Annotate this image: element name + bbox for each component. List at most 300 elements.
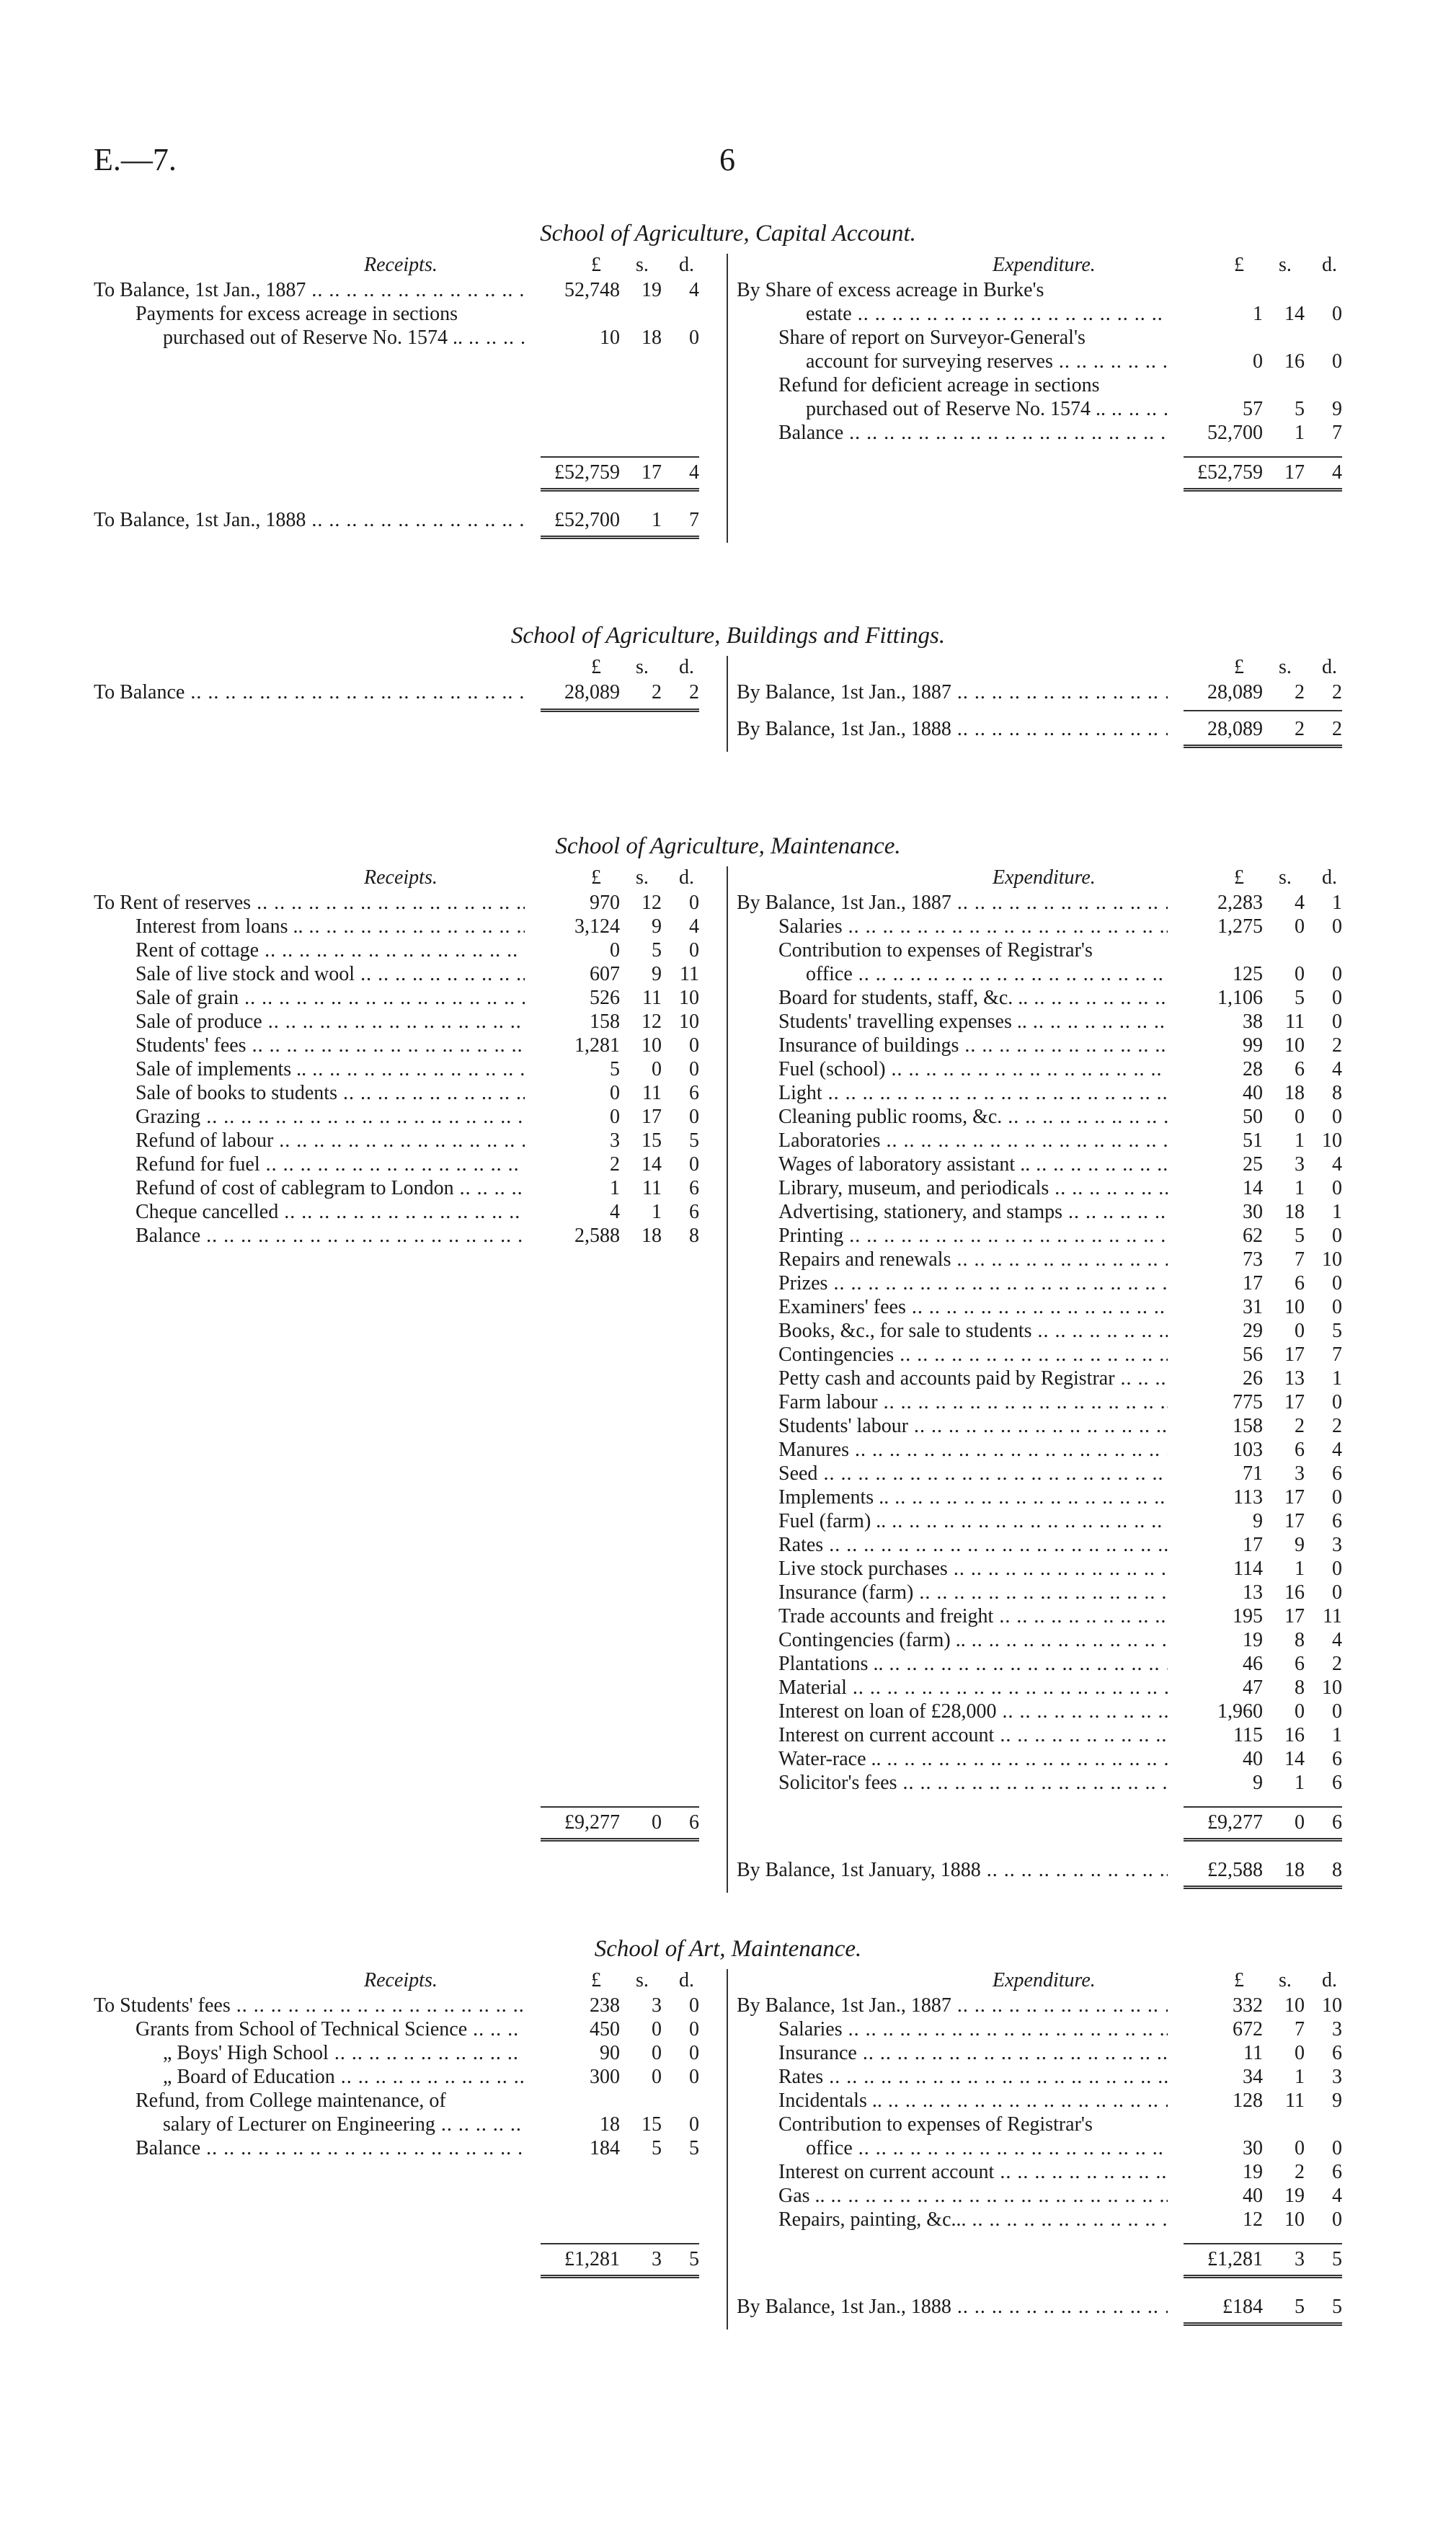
receipts-amount-pence: 4 — [689, 279, 699, 301]
expenditure-entry-row — [737, 1533, 1362, 1557]
receipts-amount-pence: 10 — [679, 1011, 699, 1033]
expenditure-amount-pounds: 1,106 — [1217, 987, 1263, 1009]
receipts-amount-pence: 4 — [689, 915, 699, 938]
expenditure-entry-text: Petty cash and accounts paid by Registrar .. . — [778, 1367, 1168, 1390]
pounds-unit: £ — [591, 656, 601, 678]
expenditure-amount-pounds: 46 — [1243, 1653, 1263, 1675]
receipts-amount-shillings: 11 — [642, 1177, 662, 1199]
expenditure-amount-pence: 10 — [1322, 1994, 1342, 2017]
expenditure-amount-pounds: 672 — [1233, 2018, 1263, 2040]
expenditure-entry-row — [737, 1057, 1362, 1081]
expenditure-amount-pounds: 28,089 — [1207, 681, 1263, 703]
expenditure-amount-pounds: 28,089 — [1207, 718, 1263, 740]
expenditure-entry-row — [737, 938, 1362, 962]
receipts-balance-rule — [541, 709, 699, 712]
expenditure-amount-shillings: 2 — [1295, 681, 1305, 703]
expenditure-amount-shillings: 10 — [1284, 1296, 1305, 1318]
expenditure-entry-row — [737, 2136, 1362, 2160]
expenditure-closing-double-rule — [1184, 1886, 1342, 1889]
expenditure-entry-row — [737, 1438, 1362, 1462]
expenditure-amount-shillings: 9 — [1295, 1534, 1305, 1556]
expenditure-entry-row — [737, 421, 1362, 445]
pounds-unit: £ — [1234, 1969, 1244, 1991]
expenditure-amount-pounds: 40 — [1243, 2185, 1263, 2207]
expenditure-entry-row — [737, 1462, 1362, 1485]
receipts-amount-pence: 0 — [689, 939, 699, 961]
expenditure-amount-pounds: 73 — [1243, 1248, 1263, 1271]
receipts-amount-pounds: 184 — [590, 2137, 620, 2159]
expenditure-amount-shillings: 1 — [1295, 1129, 1305, 1152]
expenditure-amount-pounds: 158 — [1233, 1415, 1263, 1437]
expenditure-total-pounds: £9,277 — [1207, 1811, 1263, 1834]
expenditure-amount-pounds: 1,960 — [1217, 1700, 1263, 1723]
receipts-amount-pounds: 3,124 — [574, 915, 620, 938]
expenditure-entry-text: By Balance, 1st January, 1888 .. . — [737, 1858, 1168, 1882]
expenditure-amount-pence: 1 — [1332, 1201, 1342, 1223]
expenditure-amount-shillings: 8 — [1295, 1676, 1305, 1699]
receipts-amount-pence: 0 — [689, 2018, 699, 2040]
receipts-entry-text: Grants from School of Technical Science .. . — [136, 2017, 525, 2041]
expenditure-entry-text: Seed .. . — [778, 1462, 1168, 1485]
receipts-amount-pounds: 450 — [590, 2018, 620, 2040]
expenditure-entry-text: Repairs, painting, &c... .. . — [778, 2208, 1168, 2231]
expenditure-amount-shillings: 5 — [1295, 1225, 1305, 1247]
expenditure-entry-text: Salaries .. . — [778, 915, 1168, 938]
shillings-unit: s. — [636, 656, 649, 678]
expenditure-total-pence: 4 — [1332, 461, 1342, 484]
expenditure-amount-shillings: 7 — [1295, 2018, 1305, 2040]
expenditure-amount-shillings: 18 — [1284, 1859, 1305, 1881]
expenditure-entry-row — [737, 2065, 1362, 2089]
expenditure-amount-pence: 0 — [1332, 1177, 1342, 1199]
expenditure-entry-row — [737, 1858, 1362, 1882]
expenditure-entry-text: By Balance, 1st Jan., 1888 .. . — [737, 2295, 1168, 2319]
receipts-entry-text: Sale of produce .. . — [136, 1010, 525, 1034]
expenditure-entry-row — [737, 1176, 1362, 1200]
expenditure-entry-row — [737, 302, 1362, 326]
receipts-amount-shillings: 15 — [642, 2113, 662, 2136]
expenditure-entry-row — [737, 2113, 1362, 2136]
receipts-amount-pounds: 5 — [610, 1058, 620, 1080]
expenditure-amount-pence: 0 — [1332, 1391, 1342, 1413]
expenditure-entry-row — [737, 717, 1362, 741]
expenditure-amount-pence: 10 — [1322, 1129, 1342, 1152]
receipts-entry-text: „ Board of Education .. . — [163, 2065, 525, 2089]
expenditure-amount-shillings: 16 — [1284, 350, 1305, 373]
expenditure-amount-pounds: £184 — [1222, 2296, 1263, 2318]
expenditure-amount-pence: 4 — [1332, 1153, 1342, 1176]
expenditure-amount-pence: 4 — [1332, 1439, 1342, 1461]
receipts-amount-shillings: 11 — [642, 1082, 662, 1104]
receipts-amount-pounds: 1 — [610, 1177, 620, 1199]
expenditure-entry-row — [737, 1105, 1362, 1129]
expenditure-amount-pounds: 332 — [1233, 1994, 1263, 2017]
receipts-entry-row — [94, 1057, 719, 1081]
receipts-amount-pence: 0 — [689, 1058, 699, 1080]
receipts-amount-pounds: 607 — [590, 963, 620, 985]
expenditure-amount-pounds: 34 — [1243, 2066, 1263, 2088]
receipts-amount-shillings: 0 — [652, 2018, 662, 2040]
expenditure-entry-row — [737, 891, 1362, 915]
receipts-amount-pounds: £52,700 — [554, 509, 620, 531]
expenditure-entry-row — [737, 2041, 1362, 2065]
expenditure-amount-pence: 0 — [1332, 2208, 1342, 2231]
receipts-amount-pounds: 970 — [590, 892, 620, 914]
expenditure-amount-pence: 4 — [1332, 1629, 1342, 1651]
receipts-entry-row — [94, 962, 719, 986]
expenditure-entry-text: Printing .. . — [778, 1224, 1168, 1248]
expenditure-amount-pence: 10 — [1322, 1676, 1342, 1699]
expenditure-amount-pence: 6 — [1332, 1748, 1342, 1770]
expenditure-entry-row — [737, 278, 1362, 302]
shillings-unit: s. — [1279, 1969, 1292, 1991]
pounds-unit: £ — [591, 254, 601, 276]
expenditure-amount-pounds: 103 — [1233, 1439, 1263, 1461]
receipts-amount-pence: 2 — [689, 681, 699, 703]
receipts-column — [94, 656, 719, 752]
receipts-amount-pounds: 0 — [610, 1082, 620, 1104]
shillings-unit: s. — [636, 254, 649, 276]
expenditure-entry-text: Interest on loan of £28,000 .. . — [778, 1700, 1168, 1723]
expenditure-amount-shillings: 18 — [1284, 1201, 1305, 1223]
expenditure-amount-shillings: 14 — [1284, 303, 1305, 325]
receipts-entry-row — [94, 508, 719, 532]
expenditure-amount-pence: 2 — [1332, 1653, 1342, 1675]
expenditure-amount-shillings: 6 — [1295, 1272, 1305, 1294]
expenditure-amount-pounds: 31 — [1243, 1296, 1263, 1318]
expenditure-entry-row — [737, 915, 1362, 938]
receipts-amount-pounds: 28,089 — [564, 681, 620, 703]
expenditure-amount-pence: 6 — [1332, 1510, 1342, 1532]
expenditure-entry-text: account for surveying reserves .. . — [806, 350, 1168, 373]
receipts-entry-row — [94, 1081, 719, 1105]
receipts-entry-text: Grazing .. . — [136, 1105, 525, 1129]
ledger-table — [94, 656, 1362, 752]
receipts-amount-pounds: 238 — [590, 1994, 620, 2017]
receipts-entry-text: salary of Lecturer on Engineering .. . — [163, 2113, 525, 2136]
expenditure-amount-shillings: 2 — [1295, 2161, 1305, 2183]
expenditure-total-pounds: £52,759 — [1197, 461, 1263, 484]
expenditure-amount-pounds: 26 — [1243, 1367, 1263, 1390]
expenditure-entry-text: Plantations .. .. . — [778, 1652, 1168, 1676]
receipts-amount-pence: 0 — [689, 327, 699, 349]
expenditure-entry-text: Gas .. .. . — [778, 2184, 1168, 2208]
expenditure-entry-text: Repairs and renewals .. . — [778, 1248, 1168, 1271]
receipts-amount-shillings: 18 — [642, 1225, 662, 1247]
receipts-column — [94, 254, 719, 543]
expenditure-amount-pence: 1 — [1332, 892, 1342, 914]
receipts-amount-pence: 6 — [689, 1201, 699, 1223]
expenditure-entry-row — [737, 2208, 1362, 2231]
expenditure-amount-shillings: 1 — [1295, 422, 1305, 444]
section-title: School of Art, Maintenance. — [594, 1936, 862, 1962]
expenditure-entry-row — [737, 2160, 1362, 2184]
expenditure-entry-text: Implements .. .. . — [778, 1485, 1168, 1509]
expenditure-entry-text: Incidentals .. .. . — [778, 2089, 1168, 2113]
receipts-entry-text: To Students' fees .. . — [94, 1994, 525, 2017]
expenditure-amount-pounds: 1 — [1253, 303, 1263, 325]
expenditure-amount-shillings: 3 — [1295, 1153, 1305, 1176]
expenditure-balance-rule — [1184, 710, 1342, 711]
receipts-entry-text: Cheque cancelled .. . — [136, 1200, 525, 1224]
expenditure-total-row — [737, 461, 1362, 484]
expenditure-amount-shillings: 5 — [1295, 987, 1305, 1009]
expenditure-entry-row — [737, 1676, 1362, 1700]
receipts-header-label: Receipts. — [364, 1969, 438, 1991]
receipts-amount-pounds: 3 — [610, 1129, 620, 1152]
expenditure-amount-pence: 11 — [1323, 1605, 1342, 1627]
receipts-amount-pounds: 526 — [590, 987, 620, 1009]
receipts-entry-row — [94, 1152, 719, 1176]
expenditure-amount-shillings: 0 — [1295, 1106, 1305, 1128]
expenditure-entry-row — [737, 1771, 1362, 1795]
receipts-entry-row — [94, 891, 719, 915]
receipts-entry-row — [94, 680, 719, 704]
pence-unit: d. — [1322, 656, 1337, 678]
expenditure-entry-row — [737, 1557, 1362, 1581]
receipts-amount-shillings: 10 — [642, 1034, 662, 1057]
expenditure-amount-shillings: 0 — [1295, 2137, 1305, 2159]
receipts-amount-pence: 7 — [689, 509, 699, 531]
expenditure-amount-pounds: 17 — [1243, 1272, 1263, 1294]
expenditure-amount-pence: 2 — [1332, 681, 1342, 703]
expenditure-entry-text: Refund for deficient acreage in sections — [778, 374, 1100, 396]
expenditure-amount-pounds: 13 — [1243, 1581, 1263, 1604]
receipts-total-pounds: £9,277 — [564, 1811, 620, 1834]
expenditure-entry-text: Rates .. . — [778, 2065, 1168, 2089]
receipts-entry-text: Payments for excess acreage in sections — [136, 303, 458, 325]
pence-unit: d. — [1322, 866, 1337, 889]
expenditure-entry-text: By Share of excess acreage in Burke's — [737, 279, 1044, 301]
shillings-unit: s. — [636, 1969, 649, 1991]
receipts-entry-row — [94, 2089, 719, 2113]
expenditure-amount-pence: 0 — [1332, 963, 1342, 985]
expenditure-entry-text: By Balance, 1st Jan., 1887 .. . — [737, 680, 1168, 704]
receipts-column-header — [94, 656, 719, 679]
receipts-amount-pence: 0 — [689, 2113, 699, 2136]
pounds-unit: £ — [1234, 866, 1244, 889]
expenditure-header-label: Expenditure. — [993, 254, 1096, 276]
expenditure-amount-pounds: 30 — [1243, 2137, 1263, 2159]
expenditure-column — [737, 656, 1362, 752]
expenditure-amount-pounds: 51 — [1243, 1129, 1263, 1152]
expenditure-amount-shillings: 10 — [1284, 1034, 1305, 1057]
expenditure-amount-shillings: 0 — [1295, 2042, 1305, 2064]
expenditure-amount-pence: 0 — [1332, 1106, 1342, 1128]
receipts-amount-pounds: 0 — [610, 939, 620, 961]
receipts-total-double-rule — [541, 2275, 699, 2278]
receipts-amount-shillings: 11 — [642, 987, 662, 1009]
receipts-total-double-rule — [541, 488, 699, 492]
receipts-entry-text: Sale of live stock and wool .. . — [136, 962, 525, 986]
expenditure-amount-shillings: 17 — [1284, 1486, 1305, 1509]
expenditure-amount-shillings: 8 — [1295, 1629, 1305, 1651]
expenditure-amount-shillings: 17 — [1284, 1391, 1305, 1413]
expenditure-amount-shillings: 2 — [1295, 718, 1305, 740]
receipts-entry-text: Interest from loans .. .. . — [136, 915, 525, 938]
receipts-amount-pence: 0 — [689, 1034, 699, 1057]
expenditure-entry-text: By Balance, 1st Jan., 1888 .. . — [737, 717, 1168, 741]
column-divider — [727, 656, 728, 752]
expenditure-total-rule — [1184, 456, 1342, 458]
receipts-entry-text: To Balance, 1st Jan., 1888 .. . — [94, 508, 525, 532]
expenditure-amount-pence: 3 — [1332, 2018, 1342, 2040]
receipts-amount-pounds: 4 — [610, 1201, 620, 1223]
expenditure-amount-shillings: 11 — [1285, 2089, 1305, 2112]
expenditure-amount-pounds: 195 — [1233, 1605, 1263, 1627]
expenditure-amount-shillings: 0 — [1295, 1320, 1305, 1342]
expenditure-amount-shillings: 3 — [1295, 1462, 1305, 1485]
expenditure-amount-pence: 1 — [1332, 1724, 1342, 1746]
expenditure-amount-pence: 6 — [1332, 1772, 1342, 1794]
receipts-entry-row — [94, 1994, 719, 2017]
receipts-entry-row — [94, 2113, 719, 2136]
expenditure-amount-pounds: 775 — [1233, 1391, 1263, 1413]
receipts-amount-pence: 0 — [689, 1153, 699, 1176]
expenditure-entry-row — [737, 1485, 1362, 1509]
receipts-entry-text: To Rent of reserves .. . — [94, 891, 525, 915]
receipts-amount-pounds: 2,588 — [574, 1225, 620, 1247]
expenditure-entry-row — [737, 1200, 1362, 1224]
expenditure-amount-shillings: 0 — [1295, 1700, 1305, 1723]
expenditure-amount-shillings: 5 — [1295, 2296, 1305, 2318]
expenditure-entry-row — [737, 2295, 1362, 2319]
expenditure-amount-pence: 0 — [1332, 1296, 1342, 1318]
expenditure-entry-text: Solicitor's fees .. . — [778, 1771, 1168, 1795]
pounds-unit: £ — [591, 866, 601, 889]
receipts-total-rule — [541, 2243, 699, 2244]
expenditure-column — [737, 254, 1362, 543]
expenditure-amount-pence: 0 — [1332, 1700, 1342, 1723]
receipts-amount-pence: 5 — [689, 1129, 699, 1152]
page-number: 6 — [719, 142, 735, 177]
expenditure-entry-row — [737, 397, 1362, 421]
receipts-entry-row — [94, 2065, 719, 2089]
expenditure-entry-text: Light .. . — [778, 1081, 1168, 1105]
section-title: School of Agriculture, Maintenance. — [555, 833, 901, 859]
column-divider — [727, 254, 728, 543]
pence-unit: d. — [679, 254, 694, 276]
expenditure-entry-row — [737, 1604, 1362, 1628]
receipts-entry-text: Refund of cost of cablegram to London .. . — [136, 1176, 525, 1200]
expenditure-amount-pounds: 19 — [1243, 1629, 1263, 1651]
expenditure-entry-text: By Balance, 1st Jan., 1887 .. . — [737, 891, 1168, 915]
receipts-column — [94, 1969, 719, 2329]
expenditure-amount-pounds: 38 — [1243, 1011, 1263, 1033]
receipts-entry-row — [94, 1034, 719, 1057]
ledger-table — [94, 1969, 1362, 2329]
expenditure-total-rule — [1184, 1806, 1342, 1808]
expenditure-amount-pence: 2 — [1332, 1415, 1342, 1437]
report-reference: E.—7. — [94, 142, 177, 177]
receipts-amount-shillings: 17 — [642, 1106, 662, 1128]
expenditure-entry-row — [737, 1723, 1362, 1747]
expenditure-amount-pence: 7 — [1332, 422, 1342, 444]
expenditure-amount-pounds: 40 — [1243, 1748, 1263, 1770]
expenditure-amount-shillings: 19 — [1284, 2185, 1305, 2207]
ledger-section — [94, 618, 1362, 752]
expenditure-entry-row — [737, 1343, 1362, 1367]
expenditure-entry-row — [737, 1224, 1362, 1248]
expenditure-entry-row — [737, 2089, 1362, 2113]
expenditure-total-shillings: 17 — [1284, 461, 1305, 484]
expenditure-entry-row — [737, 1129, 1362, 1152]
receipts-column-header — [94, 1969, 719, 1992]
receipts-amount-pounds: 10 — [600, 327, 620, 349]
expenditure-entry-row — [737, 373, 1362, 397]
receipts-amount-shillings: 9 — [652, 915, 662, 938]
expenditure-amount-pence: 4 — [1332, 1058, 1342, 1080]
receipts-amount-shillings: 14 — [642, 1153, 662, 1176]
expenditure-entry-text: Live stock purchases .. . — [778, 1557, 1168, 1581]
receipts-amount-pounds: 52,748 — [564, 279, 620, 301]
expenditure-entry-text: Rates .. . — [778, 1533, 1168, 1557]
receipts-amount-shillings: 0 — [652, 2042, 662, 2064]
expenditure-entry-text: Share of report on Surveyor-General's — [778, 327, 1086, 349]
receipts-entry-row — [94, 2136, 719, 2160]
expenditure-amount-pounds: 40 — [1243, 1082, 1263, 1104]
expenditure-column — [737, 1969, 1362, 2329]
expenditure-entry-text: Fuel (school) .. . — [778, 1057, 1168, 1081]
pence-unit: d. — [1322, 254, 1337, 276]
expenditure-amount-pounds: 125 — [1233, 963, 1263, 985]
expenditure-amount-pounds: 12 — [1243, 2208, 1263, 2231]
receipts-entry-text: Refund for fuel .. . — [136, 1152, 525, 1176]
expenditure-entry-text: Laboratories .. . — [778, 1129, 1168, 1152]
column-divider — [727, 866, 728, 1893]
expenditure-amount-shillings: 6 — [1295, 1439, 1305, 1461]
expenditure-entry-text: office .. . — [806, 962, 1168, 986]
receipts-entry-row — [94, 326, 719, 350]
expenditure-amount-pounds: 19 — [1243, 2161, 1263, 2183]
expenditure-entry-text: purchased out of Reserve No. 1574 .. .. . — [806, 397, 1168, 421]
receipts-total-pence: 5 — [689, 2248, 699, 2270]
expenditure-entry-row — [737, 1747, 1362, 1771]
expenditure-entry-text: Contribution to expenses of Registrar's — [778, 2113, 1093, 2136]
receipts-entry-text: To Balance, 1st Jan., 1887 .. . — [94, 278, 525, 302]
receipts-entry-row — [94, 915, 719, 938]
expenditure-amount-shillings: 10 — [1284, 1994, 1305, 2017]
receipts-amount-pounds: 0 — [610, 1106, 620, 1128]
expenditure-amount-pence: 0 — [1332, 1581, 1342, 1604]
receipts-total-row — [94, 2247, 719, 2271]
expenditure-entry-text: Insurance .. . — [778, 2041, 1168, 2065]
expenditure-amount-pence: 6 — [1332, 1462, 1342, 1485]
receipts-amount-pence: 0 — [689, 2042, 699, 2064]
expenditure-entry-row — [737, 1390, 1362, 1414]
expenditure-entry-row — [737, 1152, 1362, 1176]
shillings-unit: s. — [1279, 656, 1292, 678]
receipts-amount-pounds: 300 — [590, 2066, 620, 2088]
expenditure-amount-pence: 2 — [1332, 1034, 1342, 1057]
expenditure-amount-pence: 4 — [1332, 2185, 1342, 2207]
receipts-column — [94, 866, 719, 1893]
pence-unit: d. — [679, 866, 694, 889]
expenditure-entry-row — [737, 1700, 1362, 1723]
expenditure-entry-row — [737, 680, 1362, 704]
receipts-amount-pounds: 90 — [600, 2042, 620, 2064]
expenditure-total-row — [737, 2247, 1362, 2271]
expenditure-amount-pence: 0 — [1332, 915, 1342, 938]
expenditure-amount-pence: 2 — [1332, 718, 1342, 740]
section-title: School of Agriculture, Buildings and Fittings. — [510, 623, 946, 649]
receipts-amount-pence: 0 — [689, 1106, 699, 1128]
expenditure-entry-row — [737, 350, 1362, 373]
ledger-table — [94, 254, 1362, 543]
expenditure-amount-shillings: 16 — [1284, 1581, 1305, 1604]
expenditure-amount-pence: 3 — [1332, 2066, 1342, 2088]
expenditure-amount-shillings: 2 — [1295, 1415, 1305, 1437]
